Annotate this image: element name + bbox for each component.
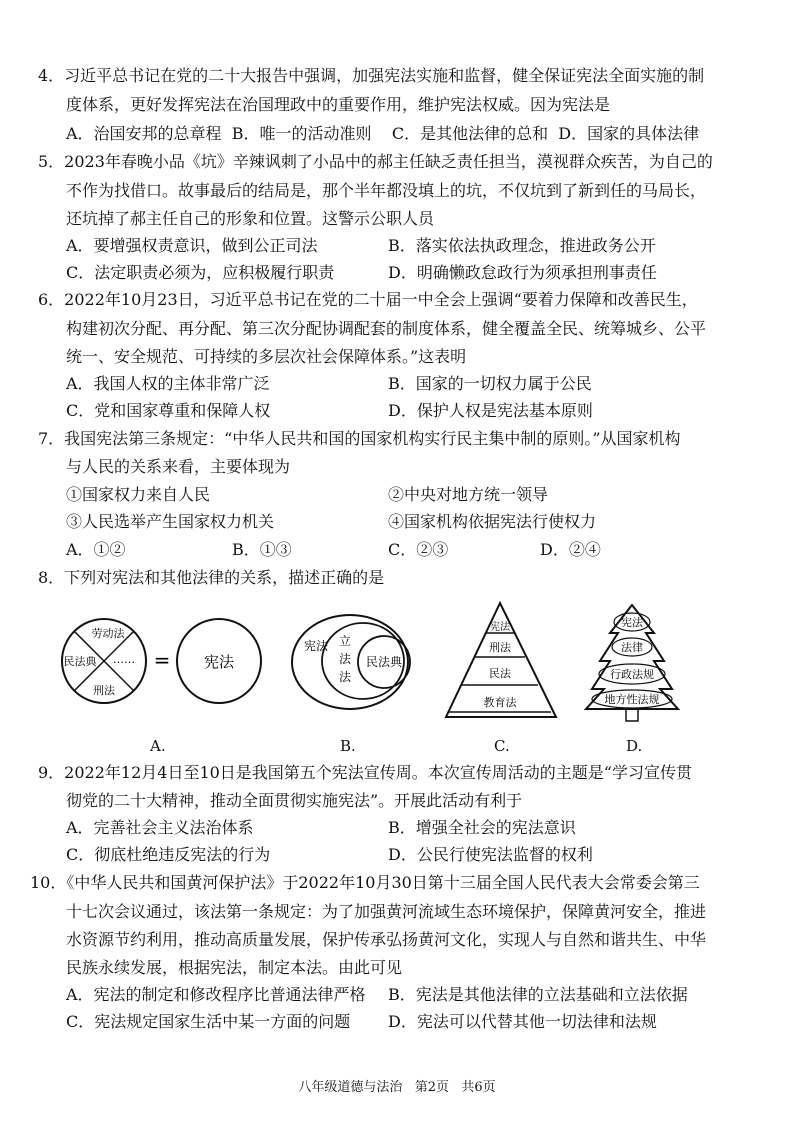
fig-a-label-middle: …… <box>113 653 135 666</box>
q5-stem-line2: 不作为找借口。故事最后的结局是，那个半年都没填上的坑，不仅坑到了新到任的马局长， <box>66 181 707 200</box>
q7-option-d: D．②④ <box>540 540 601 559</box>
figure-c <box>446 603 556 717</box>
q8-caption-a: A. <box>150 737 166 755</box>
q10-option-b: B．宪法是其他法律的立法基础和立法依据 <box>388 985 688 1004</box>
fig-a-label-top: 劳动法 <box>91 627 125 640</box>
fig-b-label-inner: 民法典 <box>365 655 403 669</box>
fig-b-label-outer: 宪法 <box>304 639 329 653</box>
q10-option-c: C．宪法规定国家生活中某一方面的问题 <box>66 1012 351 1031</box>
q7-statement-1: ①国家权力来自人民 <box>66 485 211 504</box>
fig-b-label-mid1: 立 <box>338 634 352 648</box>
q6-option-b: B．国家的一切权力属于公民 <box>388 374 592 393</box>
fig-a-equals: = <box>153 648 171 672</box>
fig-c-tier-4: 教育法 <box>483 696 517 709</box>
q5-option-a: A．要增强权责意识，做到公正司法 <box>66 236 318 255</box>
q8-stem: 8．下列对宪法和其他法律的关系，描述正确的是 <box>38 568 385 587</box>
fig-d-tier-3: 行政法规 <box>610 668 654 681</box>
q8-caption-b: B. <box>340 737 356 755</box>
q7-option-a: A．①② <box>66 540 126 559</box>
fig-d-tier-4: 地方性法规 <box>604 693 660 706</box>
fig-b-label-mid2: 法 <box>338 652 352 666</box>
q9-option-d: D．公民行使宪法监督的权利 <box>388 845 593 864</box>
figure-a <box>62 619 261 703</box>
q7-stem-line2: 与人民的关系来看，主要体现为 <box>66 457 291 476</box>
q4-stem-line2: 度体系，更好发挥宪法在治国理政中的重要作用，维护宪法权威。因为宪法是 <box>66 95 611 114</box>
fig-c-tier-2: 刑法 <box>489 641 511 654</box>
q6-stem-line3: 统一、安全规范、可持续的多层次社会保障体系。”这表明 <box>66 347 467 366</box>
q4-options: A．治国安邦的总章程 B．唯一的活动准则 C．是其他法律的总和 D．国家的具体法律 <box>66 124 700 143</box>
fig-c-tier-1: 宪法 <box>490 622 510 633</box>
q10-stem-line4: 民族永续发展，根据宪法，制定本法。由此可见 <box>66 958 403 977</box>
fig-a-label-bottom: 刑法 <box>93 684 115 697</box>
q9-stem-line2: 彻党的二十大精神，推动全面贯彻实施宪法”。开展此活动有利于 <box>66 791 523 810</box>
q9-option-a: A．完善社会主义法治体系 <box>66 818 254 837</box>
q5-option-b: B．落实依法执政理念，推进政务公开 <box>388 236 656 255</box>
fig-d-tier-2: 法律 <box>621 641 643 654</box>
fig-b-label-mid3: 法 <box>338 670 352 684</box>
q8-figures <box>0 595 794 735</box>
q9-option-b: B．增强全社会的宪法意识 <box>388 818 576 837</box>
q6-stem-line2: 构建初次分配、再分配、第三次分配协调配套的制度体系，健全覆盖全民、统筹城乡、公平 <box>66 319 707 338</box>
q6-stem-line1: 6．2022年10月23日，习近平总书记在党的二十届一中全会上强调“要着力保障和改善民生， <box>38 290 698 309</box>
q7-option-b: B．①③ <box>232 540 292 559</box>
fig-a-label-left: 民法典 <box>63 655 97 668</box>
figure-b <box>292 615 410 709</box>
q5-stem-line3: 还坑掉了郝主任自己的形象和位置。这警示公职人员 <box>66 209 435 228</box>
q6-option-d: D．保护人权是宪法基本原则 <box>388 401 593 420</box>
q10-stem-line3: 水资源节约利用，推动高质量发展，保护传承弘扬黄河文化，实现人与自然和谐共生、中华 <box>66 930 707 949</box>
q8-caption-d: D. <box>626 737 643 755</box>
fig-d-tier-1: 宪法 <box>621 616 643 629</box>
q4-stem-line1: 4．习近平总书记在党的二十大报告中强调，加强宪法实施和监督，健全保证宪法全面实施的制 <box>38 66 705 85</box>
q6-option-c: C．党和国家尊重和保障人权 <box>66 401 271 420</box>
q8-caption-c: C. <box>494 737 510 755</box>
figure-d <box>586 605 678 721</box>
q9-option-c: C．彻底杜绝违反宪法的行为 <box>66 845 271 864</box>
q7-statement-4: ④国家机构依据宪法行使权力 <box>388 512 597 531</box>
q7-option-c: C．②③ <box>388 540 449 559</box>
q10-option-d: D．宪法可以代替其他一切法律和法规 <box>388 1012 657 1031</box>
q7-stem-line1: 7．我国宪法第三条规定：“中华人民共和国的国家机构实行民主集中制的原则。”从国家机构 <box>38 429 681 448</box>
q5-option-d: D．明确懒政怠政行为须承担刑事责任 <box>388 263 657 282</box>
q5-stem-line1: 5．2023年春晚小品《坑》辛辣讽刺了小品中的郝主任缺乏责任担当，漠视群众疾苦，为自己的 <box>38 152 713 171</box>
q6-option-a: A．我国人权的主体非常广泛 <box>66 374 270 393</box>
q7-statement-2: ②中央对地方统一领导 <box>388 485 549 504</box>
q10-stem-line2: 十七次会议通过，该法第一条规定：为了加强黄河流域生态环境保护，保障黄河安全，推进 <box>66 902 707 921</box>
fig-a-label-right: 宪法 <box>203 653 235 671</box>
page-footer: 八年级道德与法治 第2页 共6页 <box>298 1080 496 1095</box>
q10-stem-line1: 10．《中华人民共和国黄河保护法》于2022年10月30日第十三届全国人民代表大会常委会第三 <box>30 873 700 892</box>
q9-stem-line1: 9．2022年12月4日至10日是我国第五个宪法宣传周。本次宣传周活动的主题是“学习宣传贯 <box>38 763 692 782</box>
q7-statement-3: ③人民选举产生国家权力机关 <box>66 512 275 531</box>
fig-c-tier-3: 民法 <box>489 667 511 680</box>
q10-option-a: A．宪法的制定和修改程序比普通法律严格 <box>66 985 366 1004</box>
q5-option-c: C．法定职责必须为，应积极履行职责 <box>66 263 335 282</box>
